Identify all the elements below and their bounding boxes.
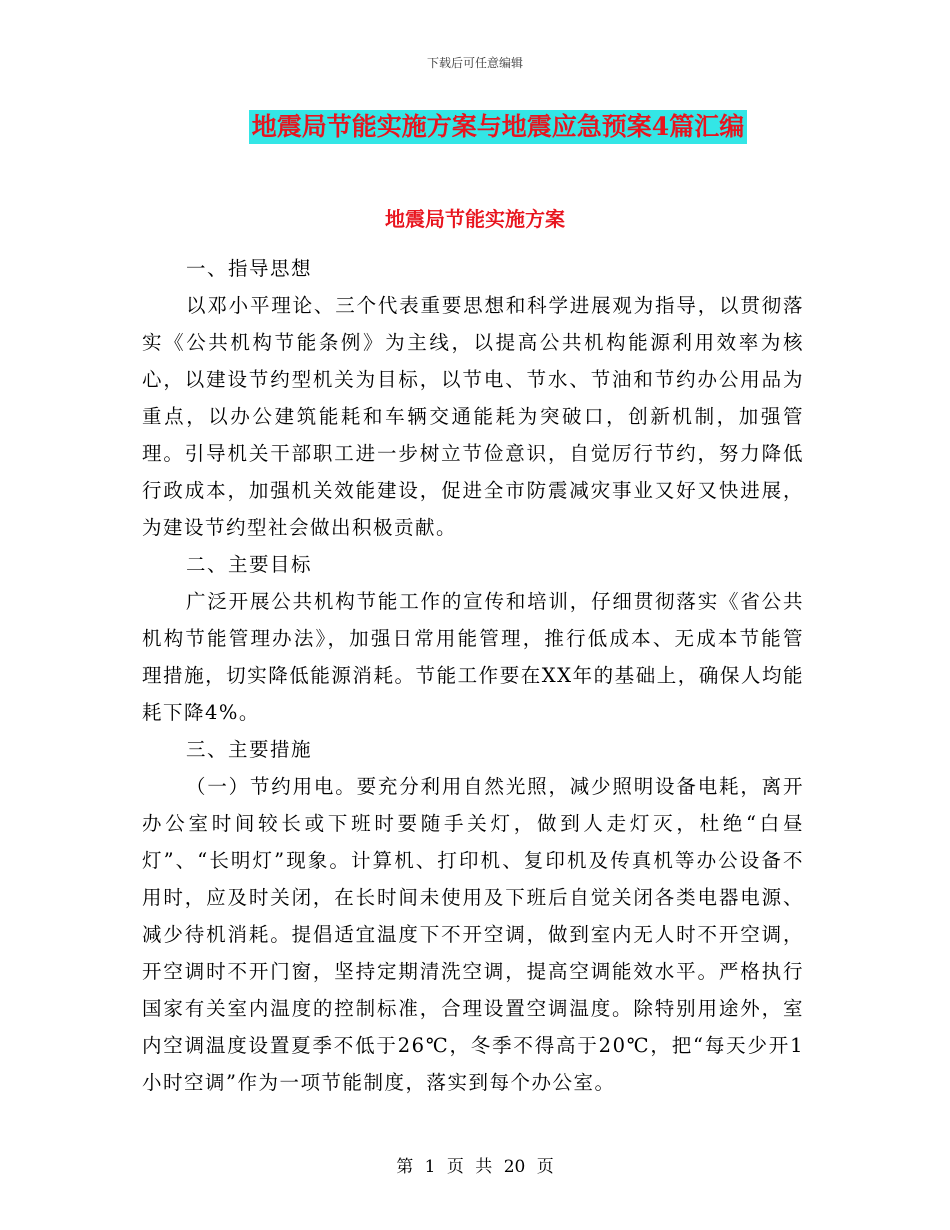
document-title: 地震局节能实施方案与地震应急预案4篇汇编 xyxy=(249,110,747,144)
document-body xyxy=(142,250,804,1101)
paragraph-save-electricity: （一）节约用电。要充分利用自然光照，减少照明设备电耗，离开办公室时间较长或下班时要随手关灯，做到人走灯灭，杜绝“白昼灯”、“长明灯”现象。计算机、打印机、复印机及传真机等办公设备不用时，应及时关闭，在长时间未使用及下班后自觉关闭各类电器电源、减少待机消耗。提倡适宜温度下不开空调，做到室内无人时不开空调，开空调时不开门窗，坚持定期清洗空调，提高空调能效水平。严格执行国家有关室内温度的控制标准，合理设置空调温度。除特别用途外，室内空调温度设置夏季不低于26℃，冬季不得高于20℃，把“每天少开1小时空调”作为一项节能制度，落实到每个办公室。 xyxy=(142,775,804,1094)
header-note: 下载后可任意编辑 xyxy=(426,56,523,70)
heading-main-measures: 三、主要措施 xyxy=(186,738,313,761)
document-title-wrap xyxy=(0,110,950,144)
paragraph-guiding-ideology: 以邓小平理论、三个代表重要思想和科学进展观为指导，以贯彻落实《公共机构节能条例》为主线，以提高公共机构能源利用效率为核心，以建设节约型机关为目标，以节电、节水、节油和节约办公用品为重点，以办公建筑能耗和车辆交通能耗为突破口，创新机制，加强管理。引导机关干部职工进一步树立节俭意识，自觉厉行节约，努力降低行政成本，加强机关效能建设，促进全市防震减灾事业又好又快进展，为建设节约型社会做出积极贡献。 xyxy=(142,294,804,539)
heading-guiding-ideology: 一、指导思想 xyxy=(186,257,313,280)
paragraph-main-goals: 广泛开展公共机构节能工作的宣传和培训，仔细贯彻落实《省公共机构节能管理办法》，加强日常用能管理，推行低成本、无成本节能管理措施，切实降低能源消耗。节能工作要在XX年的基础上，确保人均能耗下降4%。 xyxy=(142,590,804,724)
page-footer: 第 1 页 共 20 页 xyxy=(396,1157,554,1177)
heading-main-goals: 二、主要目标 xyxy=(186,553,313,576)
section-title: 地震局节能实施方案 xyxy=(385,207,565,231)
